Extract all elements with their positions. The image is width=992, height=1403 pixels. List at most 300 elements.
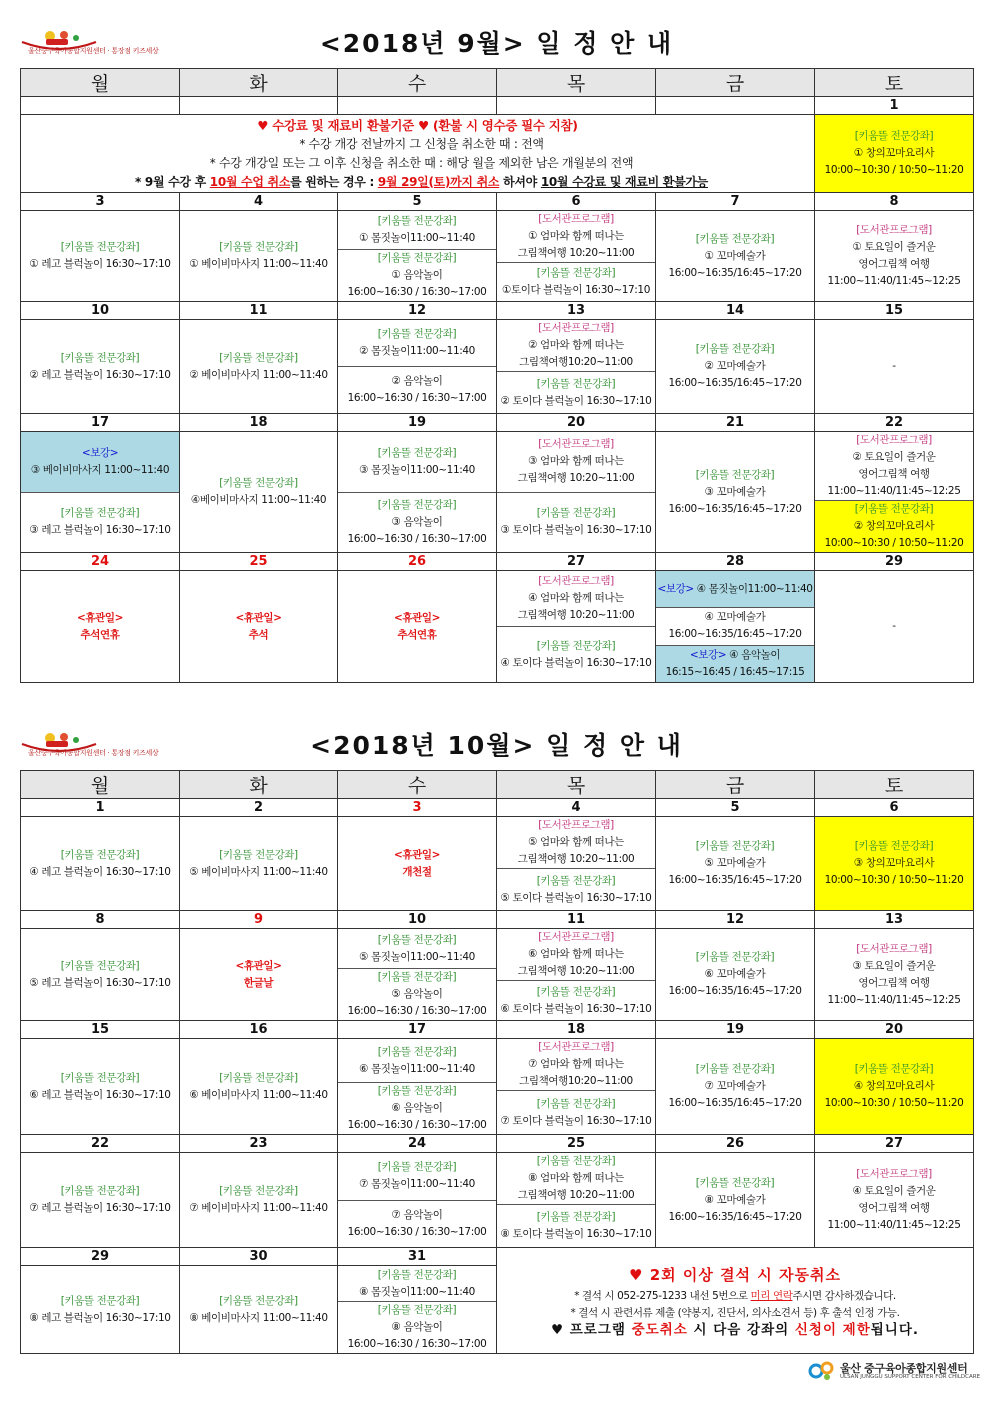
program-category: [키움뜰 전문강좌] bbox=[219, 351, 298, 364]
date-number: 15 bbox=[21, 1021, 180, 1039]
weekday-wed: 수 bbox=[338, 69, 497, 97]
program-name: ⑥ 몸짓놀이11:00~11:40 bbox=[359, 1062, 475, 1075]
program-category: [키움뜰 전문강좌] bbox=[60, 507, 140, 520]
program-category: [키움뜰 전문강좌] bbox=[219, 1294, 298, 1307]
program-category: [도서관프로그램] bbox=[538, 931, 614, 943]
schedule-cell bbox=[338, 1153, 497, 1248]
schedule-cell bbox=[497, 432, 656, 553]
program-name: ④ 몸짓놀이11:00~11:40 bbox=[696, 582, 813, 595]
date-number: 31 bbox=[338, 1248, 497, 1266]
program-name: ② 베이비마사지 11:00~11:40 bbox=[189, 368, 328, 381]
logo-caption: 울산중구육아종합지원센터 · 통장점 키즈세상 bbox=[28, 47, 159, 55]
program-time: 16:00~16:30 / 16:30~17:00 bbox=[347, 1225, 487, 1238]
weekday-thu: 목 bbox=[497, 771, 656, 799]
date-number: 10 bbox=[338, 911, 497, 929]
program-name: ② 토요일이 즐거운 bbox=[852, 451, 936, 463]
date-number: 18 bbox=[497, 1021, 656, 1039]
program-name: ④ 엄마와 함께 떠나는 bbox=[528, 592, 624, 604]
program-name: 영어그림책 여행 bbox=[858, 1202, 930, 1214]
schedule-cell bbox=[497, 817, 656, 911]
october-title-row bbox=[20, 722, 973, 770]
october-calendar bbox=[20, 770, 974, 1354]
program-name: ④베이비마사지 11:00~11:40 bbox=[190, 494, 327, 506]
date-number: 12 bbox=[656, 911, 815, 929]
program-time: 10:00~10:30 / 10:50~11:20 bbox=[824, 1097, 964, 1109]
date-number: 19 bbox=[338, 414, 497, 432]
program-category: [키움뜰 전문강좌] bbox=[377, 1304, 457, 1316]
date-number: 3 bbox=[338, 799, 497, 817]
program-name: 영어그림책 여행 bbox=[858, 976, 930, 989]
program-category: [도서관프로그램] bbox=[856, 1168, 932, 1180]
program-name: ⑦ 베이비마사지 11:00~11:40 bbox=[189, 1202, 328, 1214]
date-number: 7 bbox=[656, 193, 815, 211]
date-number: 6 bbox=[815, 799, 974, 817]
schedule-cell bbox=[497, 1039, 656, 1135]
date-number: 22 bbox=[21, 1135, 180, 1153]
weekday-tue: 화 bbox=[180, 771, 338, 799]
program-category: [키움뜰 전문강좌] bbox=[854, 503, 934, 515]
date-number: 2 bbox=[180, 799, 338, 817]
schedule-cell bbox=[180, 1153, 338, 1248]
schedule-cell bbox=[656, 211, 815, 302]
schedule-cell bbox=[338, 929, 497, 1021]
center-emblem-icon bbox=[808, 1359, 836, 1383]
program-time: 16:00~16:35/16:45~17:20 bbox=[668, 1210, 802, 1223]
program-name: ⑦ 몸짓놀이11:00~11:40 bbox=[359, 1178, 475, 1191]
program-category: [도서관프로그램] bbox=[856, 434, 932, 446]
program-time: 16:00~16:35/16:45~17:20 bbox=[668, 1097, 802, 1109]
program-name: ⑧ 음악놀이 bbox=[391, 1321, 443, 1333]
program-time: 10:00~10:30 / 10:50~11:20 bbox=[824, 537, 964, 549]
schedule-cell bbox=[21, 1039, 180, 1135]
program-name: ③ 몸짓놀이11:00~11:40 bbox=[359, 463, 475, 476]
footer-center-name: 울산 중구육아종합지원센터 bbox=[840, 1362, 968, 1375]
empty-mark: - bbox=[892, 360, 896, 372]
holiday-cell bbox=[180, 571, 338, 683]
program-name: ④ 토이다 블럭놀이 16:30~17:10 bbox=[500, 656, 652, 669]
program-name: ① 토요일이 즐거운 bbox=[852, 241, 936, 253]
schedule-cell bbox=[656, 571, 815, 683]
makeup-label: <보강> bbox=[657, 582, 694, 595]
schedule-cell bbox=[656, 929, 815, 1021]
program-category: [도서관프로그램] bbox=[538, 1041, 614, 1053]
program-time: 16:00~16:30 / 16:30~17:00 bbox=[347, 286, 487, 298]
program-time: 16:00~16:35/16:45~17:20 bbox=[668, 266, 802, 279]
program-name: ④ 창의꼬마요리사 bbox=[853, 1080, 935, 1092]
program-time: 16:00~16:35/16:45~17:20 bbox=[668, 985, 802, 997]
program-time: 16:00~16:30 / 16:30~17:00 bbox=[347, 532, 487, 545]
schedule-cell bbox=[180, 320, 338, 414]
date-number: 15 bbox=[815, 302, 974, 320]
date-number: 1 bbox=[815, 97, 974, 115]
weekday-thu: 목 bbox=[497, 69, 656, 97]
holiday-cell bbox=[338, 817, 497, 911]
holiday-name: 추석 bbox=[248, 628, 269, 641]
date-number: 24 bbox=[338, 1135, 497, 1153]
logo-caption: 울산중구육아종합지원센터 · 통장점 키즈세상 bbox=[28, 749, 159, 757]
program-time: 그림책여행10:20~11:00 bbox=[519, 356, 633, 368]
holiday-cell bbox=[180, 929, 338, 1021]
weekday-wed: 수 bbox=[338, 771, 497, 799]
date-number: 19 bbox=[656, 1021, 815, 1039]
program-category: [키움뜰 전문강좌] bbox=[536, 874, 616, 887]
program-category: [키움뜰 전문강좌] bbox=[60, 241, 140, 253]
date-number: 25 bbox=[180, 553, 338, 571]
program-name: ④ 꼬마예술가 bbox=[704, 611, 766, 624]
program-name: ① 레고 블럭놀이 16:30~17:10 bbox=[29, 258, 171, 270]
date-number: 5 bbox=[338, 193, 497, 211]
program-category: [키움뜰 전문강좌] bbox=[695, 840, 775, 852]
program-name: ② 음악놀이 bbox=[391, 375, 443, 387]
september-calendar bbox=[20, 68, 974, 683]
schedule-cell bbox=[656, 1039, 815, 1135]
refund-heading: ♥ 수강료 및 재료비 환불기준 ♥ (환불 시 영수증 필수 지참) bbox=[257, 117, 578, 133]
holiday-label: <휴관일> bbox=[235, 611, 282, 624]
program-category: [키움뜰 전문강좌] bbox=[695, 1063, 775, 1075]
program-time: 그림책여행 10:20~11:00 bbox=[517, 853, 635, 865]
program-category: [키움뜰 전문강좌] bbox=[536, 1155, 616, 1167]
holiday-cell bbox=[21, 571, 180, 683]
program-category: [키움뜰 전문강좌] bbox=[219, 477, 298, 489]
program-name: ⑧ 몸짓놀이11:00~11:40 bbox=[359, 1285, 475, 1298]
program-name: ② 토이다 블럭놀이 16:30~17:10 bbox=[500, 394, 652, 407]
date-number: 25 bbox=[497, 1135, 656, 1153]
program-category: [도서관프로그램] bbox=[538, 213, 614, 225]
program-name: ⑥ 꼬마예술가 bbox=[704, 968, 766, 980]
program-name: ① 베이비마사지 11:00~11:40 bbox=[189, 258, 328, 270]
holiday-name: 추석연휴 bbox=[397, 628, 437, 641]
date-number: 26 bbox=[656, 1135, 815, 1153]
program-category: [키움뜰 전문강좌] bbox=[536, 1211, 616, 1223]
holiday-name: 한글날 bbox=[243, 976, 274, 989]
schedule-cell bbox=[180, 1266, 338, 1354]
date-number: 20 bbox=[497, 414, 656, 432]
program-category: [키움뜰 전문강좌] bbox=[695, 468, 775, 481]
program-name: ② 창의꼬마요리사 bbox=[853, 520, 935, 532]
schedule-cell bbox=[656, 817, 815, 911]
program-category: [키움뜰 전문강좌] bbox=[377, 328, 457, 340]
program-category: [키움뜰 전문강좌] bbox=[377, 498, 457, 511]
program-name: ③ 토이다 블럭놀이 16:30~17:10 bbox=[500, 524, 652, 537]
program-name: ④ 토요일이 즐거운 bbox=[852, 1185, 936, 1197]
date-number: 16 bbox=[180, 1021, 338, 1039]
holiday-name: 추석연휴 bbox=[80, 628, 120, 641]
footer-logo bbox=[808, 1358, 981, 1384]
program-category: [키움뜰 전문강좌] bbox=[60, 1185, 140, 1197]
program-category: [키움뜰 전문강좌] bbox=[536, 985, 616, 998]
program-time: 16:00~16:35/16:45~17:20 bbox=[668, 874, 802, 886]
date-number: 13 bbox=[815, 911, 974, 929]
schedule-cell bbox=[656, 320, 815, 414]
weekday-mon: 월 bbox=[21, 69, 180, 97]
schedule-cell bbox=[338, 1266, 497, 1354]
date-number: 8 bbox=[815, 193, 974, 211]
schedule-cell bbox=[21, 320, 180, 414]
date-number: 21 bbox=[656, 414, 815, 432]
program-name: ①토이다 블럭놀이 16:30~17:10 bbox=[501, 284, 650, 296]
september-schedule bbox=[20, 20, 973, 683]
program-time: 16:00~16:30 / 16:30~17:00 bbox=[347, 392, 487, 404]
program-name: ④ 음악놀이 bbox=[729, 648, 781, 661]
program-category: [키움뜰 전문강좌] bbox=[854, 1063, 934, 1075]
program-time: 16:00~16:30 / 16:30~17:00 bbox=[347, 1338, 487, 1350]
program-category: [키움뜰 전문강좌] bbox=[377, 933, 457, 946]
date-number: 28 bbox=[656, 553, 815, 571]
program-name: ⑥ 베이비마사지 11:00~11:40 bbox=[189, 1088, 328, 1101]
program-name: ⑥ 엄마와 함께 떠나는 bbox=[528, 948, 624, 960]
absence-warning: ♥ 2회 이상 결석 시 자동취소 bbox=[629, 1266, 841, 1284]
program-name: ⑧ 꼬마예술가 bbox=[704, 1193, 766, 1206]
program-time: 그림책여행 10:20~11:00 bbox=[517, 472, 635, 485]
program-name: ① 꼬마예술가 bbox=[704, 249, 766, 262]
date-number: 26 bbox=[338, 553, 497, 571]
program-name: ② 엄마와 함께 떠나는 bbox=[528, 339, 624, 351]
empty-mark: - bbox=[892, 620, 896, 632]
program-name: ① 몸짓놀이11:00~11:40 bbox=[359, 232, 475, 244]
schedule-cell bbox=[815, 1039, 974, 1135]
program-category: [키움뜰 전문강좌] bbox=[377, 252, 457, 264]
schedule-cell bbox=[815, 211, 974, 302]
september-title-row bbox=[20, 20, 973, 68]
refund-notice bbox=[21, 115, 815, 193]
program-time: 그림책여행 10:20~11:00 bbox=[517, 965, 635, 977]
program-name: ④ 레고 블럭놀이 16:30~17:10 bbox=[29, 865, 171, 878]
program-category: [키움뜰 전문강좌] bbox=[219, 1185, 298, 1197]
program-time: 16:00~16:30 / 16:30~17:00 bbox=[347, 1119, 487, 1131]
holiday-label: <휴관일> bbox=[76, 611, 124, 624]
schedule-cell bbox=[21, 817, 180, 911]
program-category: [도서관프로그램] bbox=[538, 322, 614, 334]
date-number: 9 bbox=[180, 911, 338, 929]
program-name: ⑤ 음악놀이 bbox=[391, 988, 443, 1000]
schedule-cell bbox=[815, 571, 974, 683]
program-time: 11:00~11:40/11:45~12:25 bbox=[827, 993, 961, 1006]
program-time: 10:00~10:30 / 10:50~11:20 bbox=[824, 874, 964, 886]
program-category: [키움뜰 전문강좌] bbox=[536, 377, 616, 390]
program-category: [키움뜰 전문강좌] bbox=[377, 1268, 457, 1281]
schedule-cell bbox=[815, 817, 974, 911]
program-time: 16:00~16:35/16:45~17:20 bbox=[668, 377, 802, 389]
date-number: 14 bbox=[656, 302, 815, 320]
date-number: 4 bbox=[180, 193, 338, 211]
program-name: ③ 레고 블럭놀이 16:30~17:10 bbox=[29, 524, 171, 537]
schedule-cell bbox=[656, 432, 815, 553]
schedule-cell bbox=[338, 432, 497, 553]
schedule-cell bbox=[815, 929, 974, 1021]
program-category: [키움뜰 전문강좌] bbox=[536, 1097, 616, 1110]
program-category: [키움뜰 전문강좌] bbox=[60, 1294, 140, 1307]
date-number: 23 bbox=[180, 1135, 338, 1153]
program-name: ⑤ 베이비마사지 11:00~11:40 bbox=[189, 865, 328, 878]
program-time: 16:15~16:45 / 16:45~17:15 bbox=[665, 665, 805, 678]
schedule-cell bbox=[497, 211, 656, 302]
program-name: ⑦ 꼬마예술가 bbox=[704, 1080, 766, 1092]
date-number: 24 bbox=[21, 553, 180, 571]
holiday-label: <휴관일> bbox=[393, 848, 441, 861]
schedule-cell bbox=[21, 1153, 180, 1248]
date-number: 17 bbox=[338, 1021, 497, 1039]
weekday-mon: 월 bbox=[21, 771, 180, 799]
program-time: 11:00~11:40/11:45~12:25 bbox=[827, 275, 961, 287]
program-name: ⑧ 토이다 블럭놀이 16:30~17:10 bbox=[500, 1228, 652, 1240]
notice-line: * 결석 시 052-275-1233 내선 5번으로 미리 연락주시면 감사하겠습니다. bbox=[574, 1290, 896, 1302]
date-number: 29 bbox=[21, 1248, 180, 1266]
october-schedule bbox=[20, 722, 973, 1354]
weekday-sat: 토 bbox=[815, 69, 974, 97]
schedule-cell bbox=[497, 571, 656, 683]
refund-line: * 9월 수강 후 10월 수업 취소를 원하는 경우 : 9월 29일(토)까지 취소 하셔야 10월 수강료 및 재료비 환불가능 bbox=[135, 174, 708, 189]
program-category: [키움뜰 전문강좌] bbox=[219, 848, 298, 861]
program-category: [키움뜰 전문강좌] bbox=[695, 343, 775, 355]
program-name: ⑥ 음악놀이 bbox=[391, 1102, 443, 1114]
program-name: ② 꼬마예술가 bbox=[704, 360, 766, 372]
notice-line: ♥ 프로그램 중도취소 시 다음 강좌의 신청이 제한됩니다. bbox=[550, 1322, 920, 1338]
program-name: ③ 토요일이 즐거운 bbox=[852, 959, 936, 972]
program-category: [도서관프로그램] bbox=[538, 819, 614, 831]
program-category: [키움뜰 전문강좌] bbox=[219, 241, 298, 253]
program-time: 10:00~10:30 / 10:50~11:20 bbox=[824, 164, 964, 176]
weekday-header-row bbox=[21, 69, 974, 97]
program-category: [키움뜰 전문강좌] bbox=[60, 1071, 140, 1084]
date-number: 29 bbox=[815, 553, 974, 571]
program-category: [키움뜰 전문강좌] bbox=[536, 267, 616, 279]
date-number: 5 bbox=[656, 799, 815, 817]
schedule-cell bbox=[338, 211, 497, 302]
weekday-fri: 금 bbox=[656, 69, 815, 97]
refund-line: * 수강 개강 전날까지 그 신청을 취소한 때 : 전액 bbox=[299, 136, 544, 151]
program-name: ⑧ 레고 블럭놀이 16:30~17:10 bbox=[29, 1311, 171, 1324]
schedule-cell bbox=[21, 211, 180, 302]
program-name: ② 레고 블럭놀이 16:30~17:10 bbox=[29, 368, 171, 381]
schedule-cell bbox=[815, 1153, 974, 1248]
holiday-cell bbox=[338, 571, 497, 683]
program-category: [키움뜰 전문강좌] bbox=[60, 959, 140, 972]
program-category: [키움뜰 전문강좌] bbox=[854, 130, 934, 142]
date-number: 12 bbox=[338, 302, 497, 320]
weekday-fri: 금 bbox=[656, 771, 815, 799]
holiday-label: <휴관일> bbox=[235, 959, 282, 972]
program-category: [키움뜰 전문강좌] bbox=[377, 1045, 457, 1058]
program-category: [키움뜰 전문강좌] bbox=[60, 848, 140, 861]
program-category: [키움뜰 전문강좌] bbox=[377, 1085, 457, 1097]
schedule-cell bbox=[21, 432, 180, 553]
date-number: 4 bbox=[497, 799, 656, 817]
date-number: 30 bbox=[180, 1248, 338, 1266]
program-category: [키움뜰 전문강좌] bbox=[377, 215, 457, 227]
program-time: 16:00~16:30 / 16:30~17:00 bbox=[347, 1005, 487, 1017]
date-number: 6 bbox=[497, 193, 656, 211]
program-name: ⑥ 토이다 블럭놀이 16:30~17:10 bbox=[500, 1002, 652, 1015]
schedule-cell bbox=[815, 432, 974, 553]
program-name: ③ 창의꼬마요리사 bbox=[853, 857, 935, 869]
program-name: ⑧ 베이비마사지 11:00~11:40 bbox=[189, 1311, 328, 1324]
program-category: [키움뜰 전문강좌] bbox=[695, 232, 775, 245]
program-name: ① 음악놀이 bbox=[391, 269, 443, 281]
makeup-label: <보강> bbox=[81, 446, 119, 459]
program-name: ⑧ 엄마와 함께 떠나는 bbox=[528, 1172, 624, 1184]
program-name: ⑥ 레고 블럭놀이 16:30~17:10 bbox=[29, 1088, 171, 1101]
program-time: 16:00~16:35/16:45~17:20 bbox=[668, 628, 802, 641]
schedule-cell bbox=[21, 929, 180, 1021]
program-time: 11:00~11:40/11:45~12:25 bbox=[827, 1219, 961, 1231]
schedule-cell bbox=[497, 929, 656, 1021]
holiday-label: <휴관일> bbox=[393, 611, 441, 624]
schedule-cell bbox=[815, 115, 974, 193]
program-name: ⑦ 레고 블럭놀이 16:30~17:10 bbox=[29, 1202, 171, 1214]
notice-line: * 결석 시 관련서류 제출 (약봉지, 진단서, 의사소견서 등) 후 출석 인정 가능. bbox=[570, 1307, 900, 1319]
program-name: 영어그림책 여행 bbox=[858, 468, 930, 480]
program-name: ③ 꼬마예술가 bbox=[704, 485, 766, 498]
refund-line: * 수강 개강일 또는 그 이후 신청을 취소한 때 : 해당 월을 제외한 남은 개월분의 전액 bbox=[209, 155, 634, 170]
schedule-cell bbox=[338, 1039, 497, 1135]
program-category: [키움뜰 전문강좌] bbox=[377, 446, 457, 459]
date-number: 3 bbox=[21, 193, 180, 211]
program-name: ⑦ 토이다 블럭놀이 16:30~17:10 bbox=[500, 1114, 652, 1127]
program-name: 영어그림책 여행 bbox=[858, 258, 930, 270]
footer-center-english: ULSAN JUNGGU SUPPORT CENTER FOR CHILDCARE bbox=[840, 1374, 981, 1380]
date-number: 20 bbox=[815, 1021, 974, 1039]
date-number: 27 bbox=[815, 1135, 974, 1153]
program-category: [키움뜰 전문강좌] bbox=[695, 1176, 775, 1189]
program-name: ⑦ 음악놀이 bbox=[391, 1208, 443, 1221]
program-name: ① 창의꼬마요리사 bbox=[853, 147, 935, 159]
program-category: [도서관프로그램] bbox=[538, 575, 614, 587]
program-time: 그림책여행10:20~11:00 bbox=[519, 1075, 633, 1087]
program-name: ⑤ 레고 블럭놀이 16:30~17:10 bbox=[29, 976, 171, 989]
program-category: [키움뜰 전문강좌] bbox=[695, 951, 775, 963]
program-category: [키움뜰 전문강좌] bbox=[219, 1071, 298, 1084]
schedule-cell bbox=[338, 320, 497, 414]
program-category: [도서관프로그램] bbox=[856, 942, 932, 955]
weekday-sat: 토 bbox=[815, 771, 974, 799]
makeup-label: <보강> bbox=[689, 648, 727, 661]
program-name: ⑤ 꼬마예술가 bbox=[704, 857, 766, 869]
program-category: [키움뜰 전문강좌] bbox=[536, 639, 616, 652]
schedule-cell bbox=[656, 1153, 815, 1248]
program-name: ⑤ 몸짓놀이11:00~11:40 bbox=[359, 950, 475, 963]
attendance-notice bbox=[497, 1248, 974, 1354]
date-number: 11 bbox=[180, 302, 338, 320]
date-number: 10 bbox=[21, 302, 180, 320]
weekday-header-row bbox=[21, 771, 974, 799]
schedule-cell bbox=[180, 211, 338, 302]
schedule-cell bbox=[21, 1266, 180, 1354]
date-number: 8 bbox=[21, 911, 180, 929]
program-name: ② 몸짓놀이11:00~11:40 bbox=[359, 345, 475, 357]
program-category: [키움뜰 전문강좌] bbox=[377, 1161, 457, 1174]
program-name: ① 엄마와 함께 떠나는 bbox=[528, 230, 624, 242]
page-title: <2018년 9월> 일 정 안 내 bbox=[319, 29, 674, 58]
program-category: [키움뜰 전문강좌] bbox=[377, 971, 457, 983]
program-category: [키움뜰 전문강좌] bbox=[854, 840, 934, 852]
program-name: ⑤ 토이다 블럭놀이 16:30~17:10 bbox=[500, 891, 652, 904]
date-number: 13 bbox=[497, 302, 656, 320]
schedule-cell bbox=[180, 817, 338, 911]
date-number: 27 bbox=[497, 553, 656, 571]
program-category: [키움뜰 전문강좌] bbox=[60, 351, 140, 364]
program-time: 그림책여행 10:20~11:00 bbox=[517, 609, 635, 621]
program-name: ③ 음악놀이 bbox=[391, 515, 443, 528]
program-name: ⑦ 엄마와 함께 떠나는 bbox=[528, 1058, 624, 1070]
program-name: ⑤ 엄마와 함께 떠나는 bbox=[528, 836, 624, 848]
program-category: [키움뜰 전문강좌] bbox=[536, 507, 616, 520]
program-category: [도서관프로그램] bbox=[856, 224, 932, 236]
date-number: 1 bbox=[21, 799, 180, 817]
program-time: 16:00~16:35/16:45~17:20 bbox=[668, 502, 802, 515]
program-name: ③ 베이비마사지 11:00~11:40 bbox=[30, 463, 170, 476]
program-name: ③ 엄마와 함께 떠나는 bbox=[528, 455, 624, 468]
weekday-tue: 화 bbox=[180, 69, 338, 97]
